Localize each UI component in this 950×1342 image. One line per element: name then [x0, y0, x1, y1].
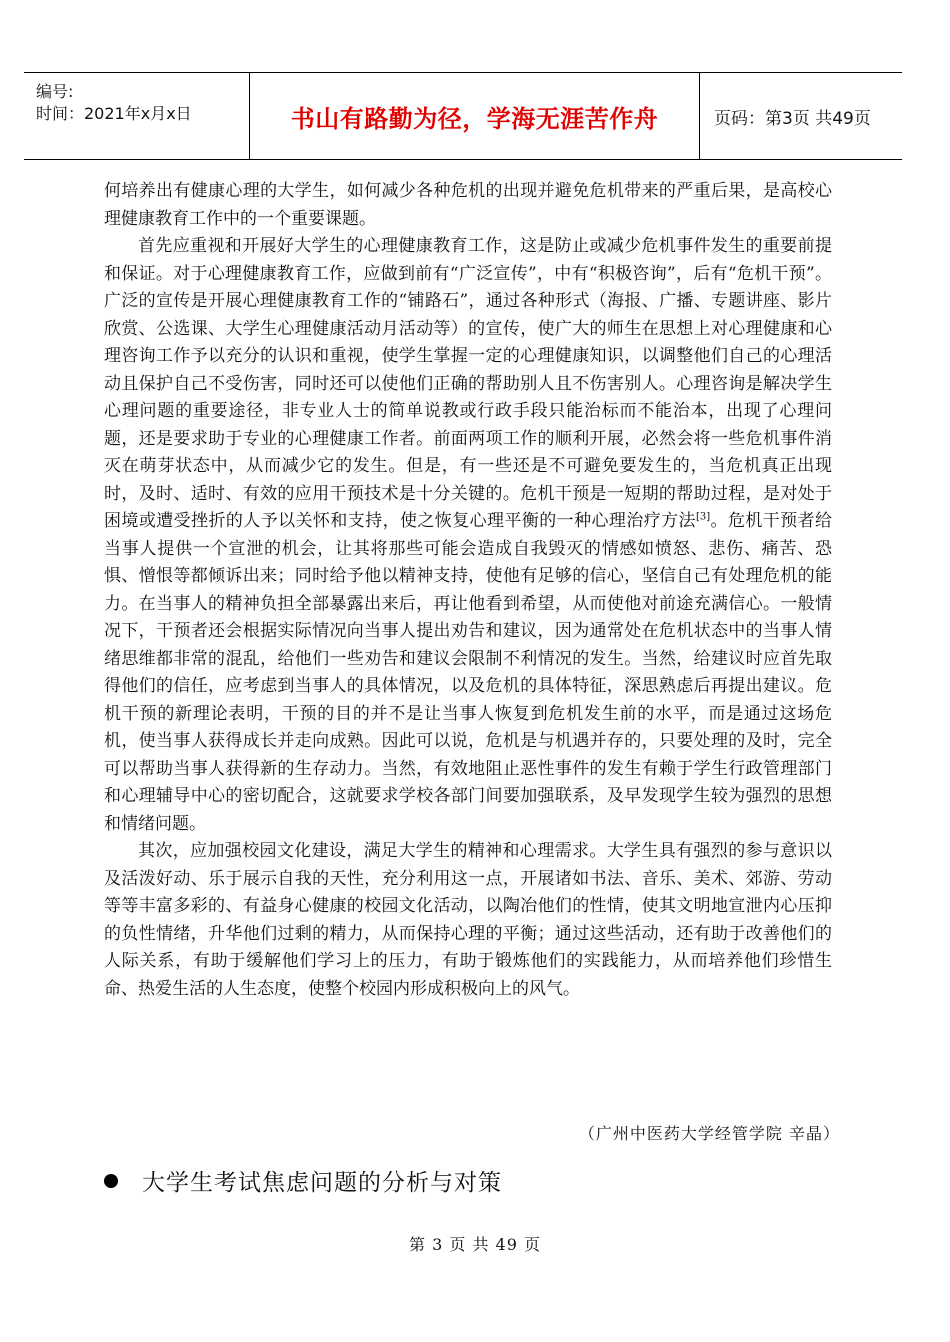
number-label: 编号: — [36, 82, 74, 101]
motto: 书山有路勤为径，学海无涯苦作舟 — [250, 73, 700, 159]
author-attribution: （广州中医药大学经管学院 辛晶） — [578, 1124, 840, 1143]
citation-ref: [3] — [695, 511, 711, 523]
page-footer: 第 3 页 共 49 页 — [409, 1235, 541, 1254]
section-heading — [104, 1164, 502, 1197]
paragraph-1: 何培养出有健康心理的大学生，如何减少各种危机的出现并避免危机带来的严重后果，是高校心理健康教育工作中的一个重要课题。 — [104, 181, 832, 229]
section-title: 大学生考试焦虑问题的分析与对策 — [142, 1170, 502, 1196]
page-info: 页码：第3页 共49页 — [714, 108, 871, 129]
paragraph-2-text: 首先应重视和开展好大学生的心理健康教育工作，这是防止或减少危机事件发生的重要前提和保证。对于心理健康教育工作，应做到前有“广泛宣传”，中有“积极咨询”，后有“危机干预”。广泛的宣传是开展心理健康教育工作的“铺路石”，通过各种形式（海报、广播、专题讲座、影片欣赏、公选课、大学生心理健康活动月活动等）的宣传，使广大的师生在思想上对心理健康和心理咨询工作予以充分的认识和重视，使学生掌握一定的心理健康知识，以调整他们自己的心理活动且保护自己不受伤害，同时还可以使他们正确的帮助别人且不伤害别人。心理咨询是解决学生心理问题的重要途径，非专业人士的简单说教或行政手段只能治标而不能治本，出现了心理问题，还是要求助于专业的心理健康工作者。前面两项工作的顺利开展，必然会将一些危机事件消灭在萌芽状态中，从而减少它的发生。但是，有一些还是不可避免要发生的，当危机真正出现时，及时、适时、有效的应用干预技术是十分关键的。危机干预是一短期的帮助过程，是对处于困境或遭受挫折的人予以关怀和支持，使之恢复心理平衡的一种心理治疗方法 — [104, 236, 832, 531]
bullet-icon — [104, 1174, 118, 1188]
paragraph-2 — [104, 233, 832, 838]
header-meta — [24, 73, 250, 159]
paragraph-3: 其次，应加强校园文化建设，满足大学生的精神和心理需求。大学生具有强烈的参与意识以及活泼好动、乐于展示自我的天性，充分利用这一点，开展诸如书法、音乐、美术、郊游、劳动等等丰富多彩的、有益身心健康的校园文化活动，以陶冶他们的性情，使其文明地宣泄内心压抑的负性情绪，升华他们过剩的精力，从而保持心理的平衡；通过这些活动，还有助于改善他们的人际关系，有助于缓解他们学习上的压力，有助于锻炼他们的实践能力，从而培养他们珍惜生命、热爱生活的人生态度，使整个校园内形成积极向上的风气。 — [104, 841, 832, 999]
header-table — [24, 72, 902, 160]
article-body — [104, 178, 832, 1003]
paragraph-2-continued: 。危机干预者给当事人提供一个宣泄的机会，让其将那些可能会造成自我毁灭的情感如愤怒、悲伤、痛苦、恐惧、憎恨等都倾诉出来；同时给予他以精神支持，使他有足够的信心，坚信自己有处理危机的能力。在当事人的精神负担全部暴露出来后，再让他看到希望，从而使他对前途充满信心。一般情况下，干预者还会根据实际情况向当事人提出劝告和建议，因为通常处在危机状态中的当事人情绪思维都非常的混乱，给他们一些劝告和建议会限制不利情况的发生。当然，给建议时应首先取得他们的信任，应考虑到当事人的具体情况，以及危机的具体特征，深思熟虑后再提出建议。危机干预的新理论表明，干预的目的并不是让当事人恢复到危机发生前的水平，而是通过这场危机，使当事人获得成长并走向成熟。因此可以说，危机是与机遇并存的，只要处理的及时，完全可以帮助当事人获得新的生存动力。当然，有效地阻止恶性事件的发生有赖于学生行政管理部门和心理辅导中心的密切配合，这就要求学校各部门间要加强联系，及早发现学生较为强烈的思想和情绪问题。 — [104, 511, 832, 834]
time-label: 时间：2021年x月x日 — [36, 104, 192, 123]
